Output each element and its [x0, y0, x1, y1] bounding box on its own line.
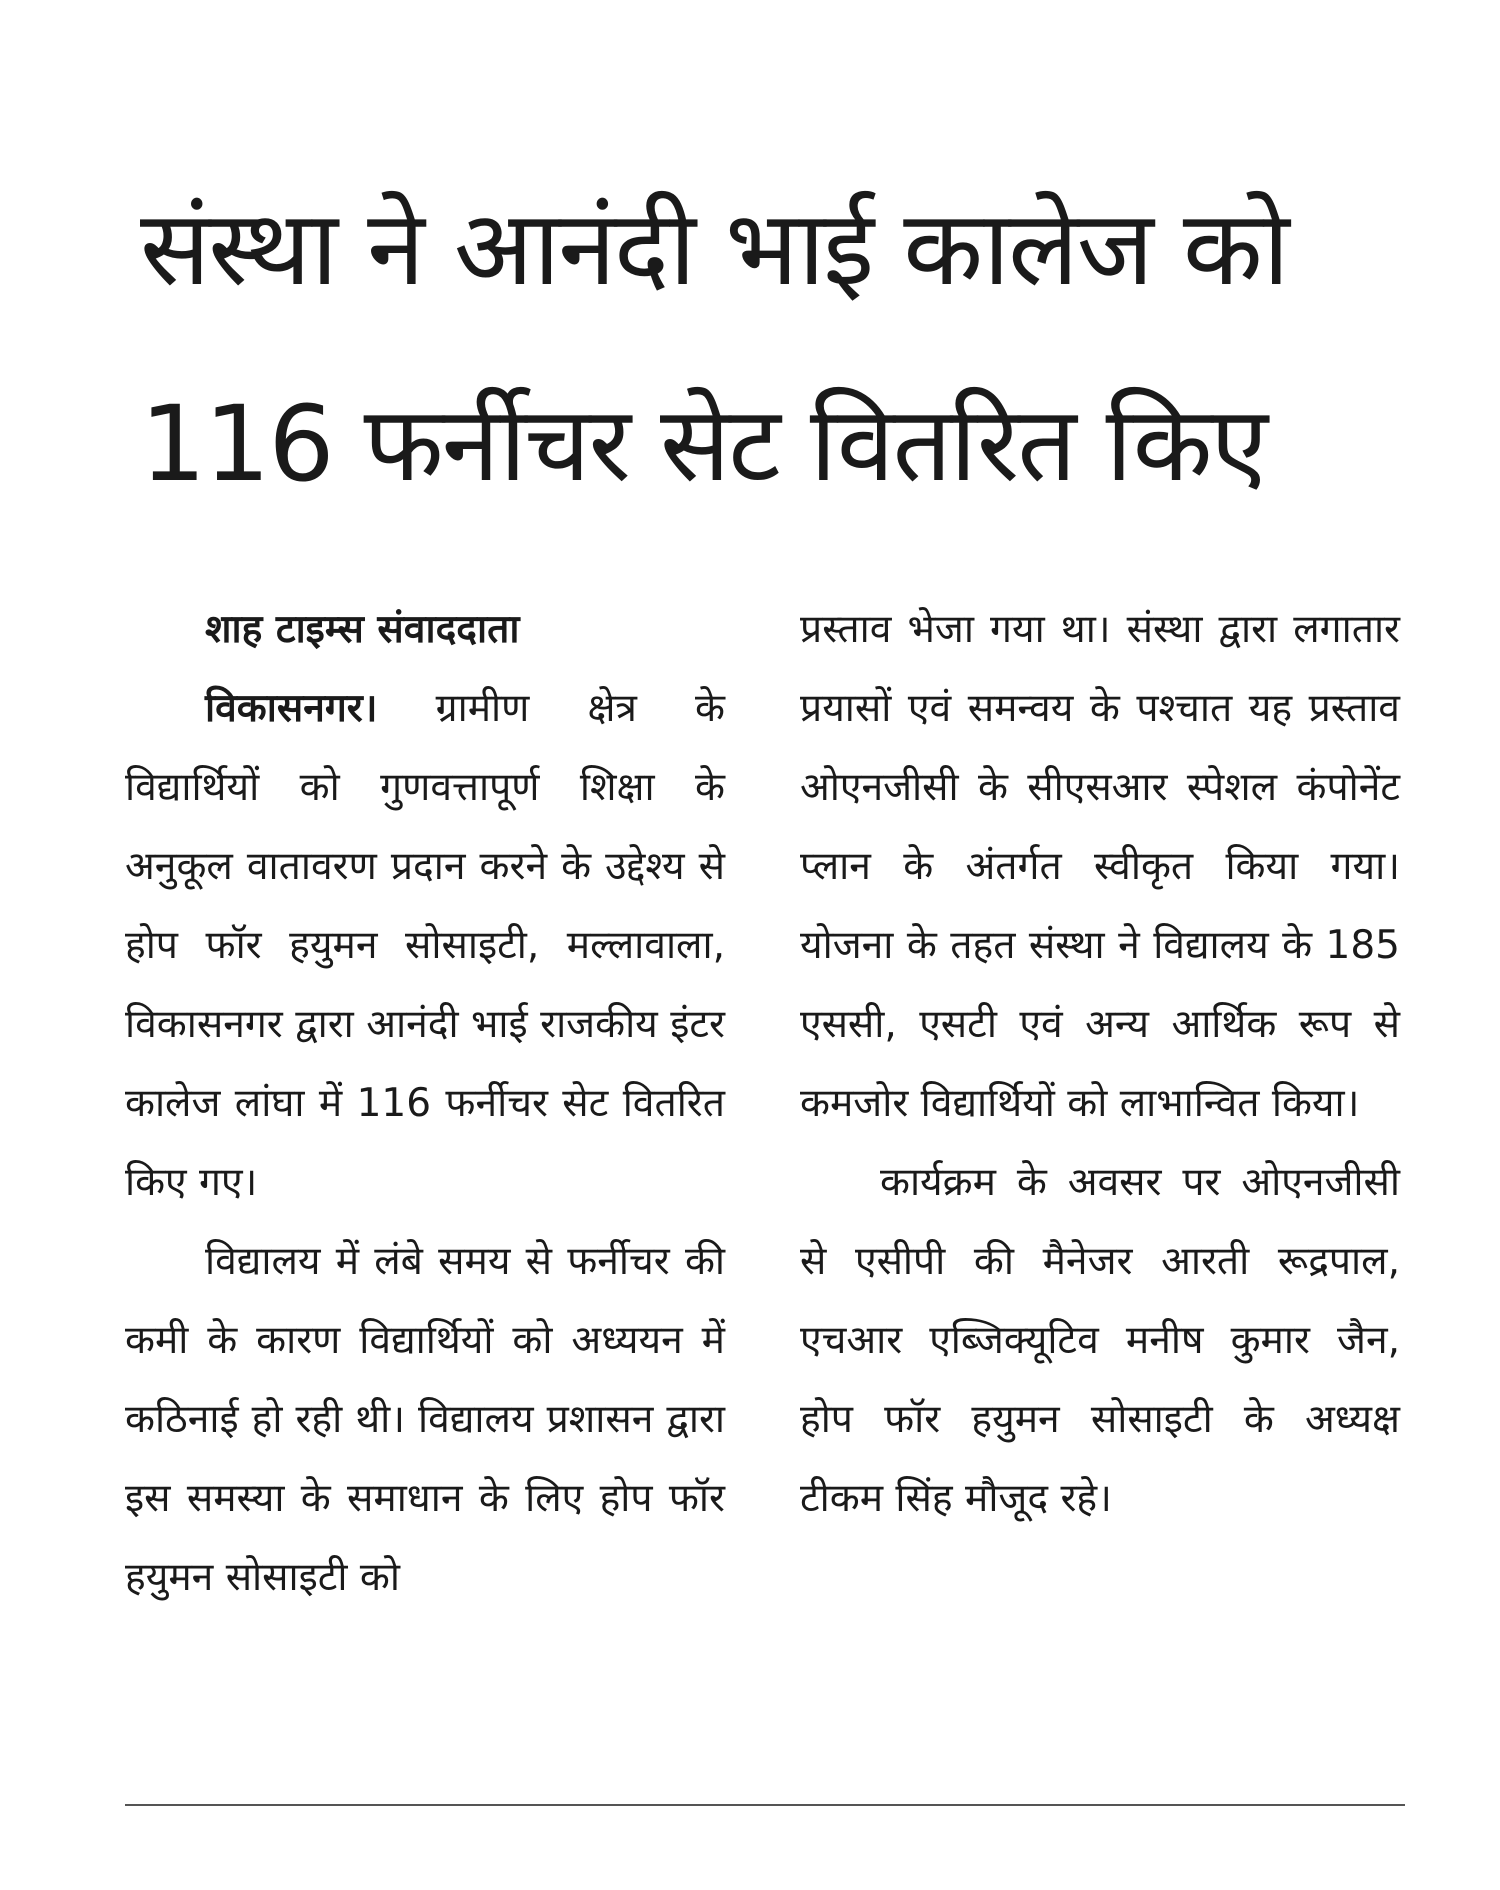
body-paragraph: कार्यक्रम के अवसर पर ओएनजीसी से एसीपी की मैनेजर आरती रूद्रपाल, एचआर एब्जिक्यूटिव मनीष कुमार जैन, होप फॉर हयुमन सोसाइटी के अध्यक्ष टीकम सिंह मौजूद रहे।: [800, 1160, 1400, 1521]
article-column-right: [800, 590, 1400, 1538]
bottom-rule: [125, 1804, 1405, 1806]
body-paragraph: विद्यालय में लंबे समय से फर्नीचर की कमी के कारण विद्यार्थियों को अध्ययन में कठिनाई हो रही थी। विद्यालय प्रशासन द्वारा इस समस्या के समाधान के लिए होप फॉर हयुमन सोसाइटी को: [125, 1239, 725, 1600]
dateline: विकासनगर।: [205, 686, 378, 731]
article-column-left: [125, 590, 725, 1617]
article-headline: [140, 150, 1400, 542]
lead-paragraph: [125, 669, 725, 1222]
body-paragraph: प्रस्ताव भेजा गया था। संस्था द्वारा लगातार प्रयासों एवं समन्वय के पश्चात यह प्रस्ताव ओएनजीसी के सीएसआर स्पेशल कंपोनेंट प्लान के अंतर्गत स्वीकृत किया गया। योजना के तहत संस्था ने विद्यालय के 185 एससी, एसटी एवं अन्य आर्थिक रूप से कमजोर विद्यार्थियों को लाभान्वित किया।: [800, 607, 1400, 1126]
headline-line-2: 116 फर्नीचर सेट वितरित किए: [140, 383, 1266, 505]
headline-line-1: संस्था ने आनंदी भाई कालेज को: [140, 187, 1288, 309]
lead-text: ग्रामीण क्षेत्र के विद्यार्थियों को गुणवत्तापूर्ण शिक्षा के अनुकूल वातावरण प्रदान करने के उद्देश्य से होप फॉर हयुमन सोसाइटी, मल्लावाला, विकासनगर द्वारा आनंदी भाई राजकीय इंटर कालेज लांघा में 116 फर्नीचर सेट वितरित किए गए।: [125, 686, 725, 1205]
byline: शाह टाइम्स संवाददाता: [205, 607, 520, 652]
